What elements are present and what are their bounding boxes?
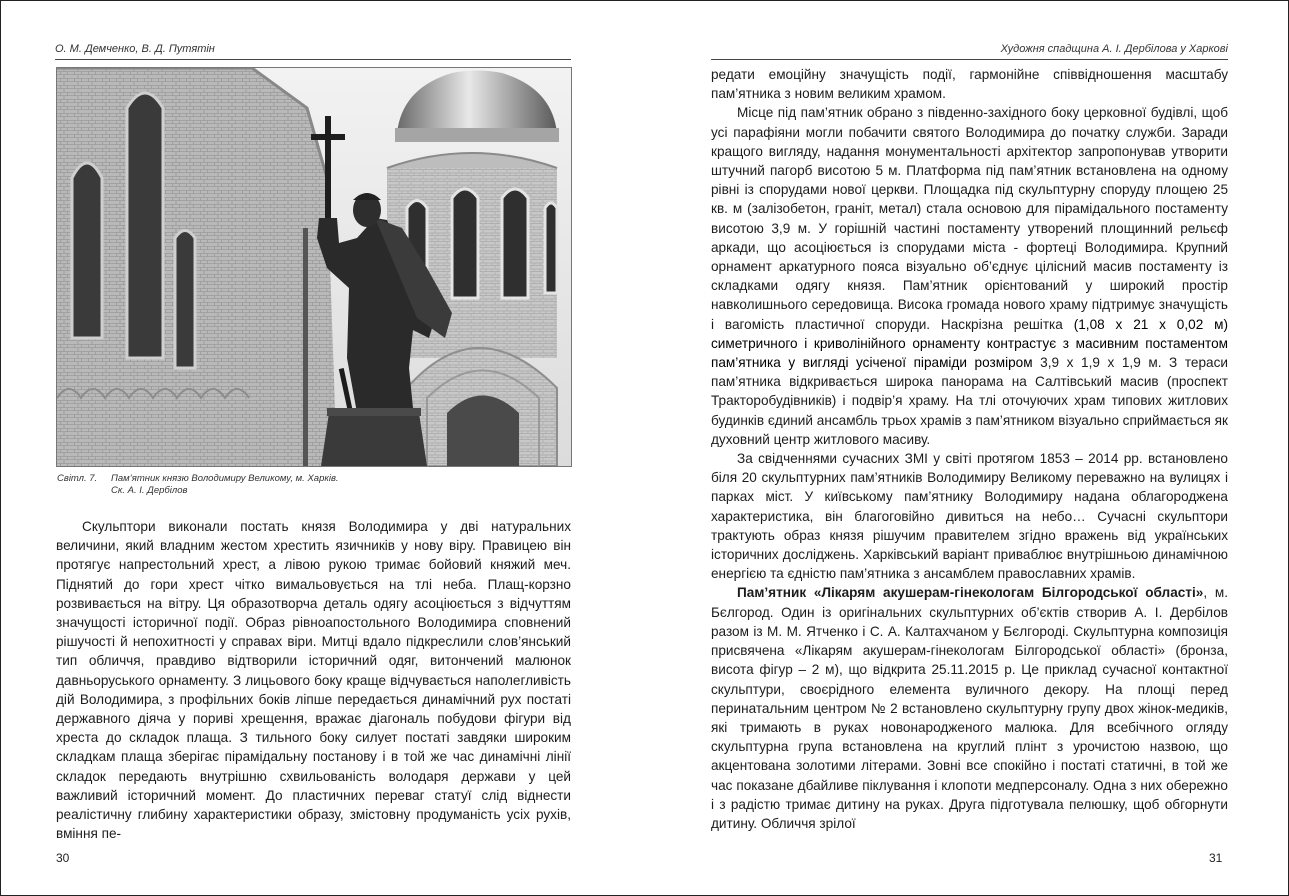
left-page-text (56, 517, 571, 843)
right-paragraph-2 (711, 103, 1228, 449)
monument-photo-drawing (57, 68, 571, 466)
monument-title: Пам’ятник «Лікарям акушерам-гінекологам Білгородської області» (737, 585, 1204, 601)
right-page-text (711, 65, 1228, 833)
page-number-left: 30 (56, 851, 70, 865)
right-paragraph-1: редати емоційну значущість події, гармонійне співвідношення масштабу пам’ятника з новим великим храмом. (711, 67, 1228, 102)
photo-caption (57, 473, 571, 496)
right-paragraph-2-part-c: 3,9 х 1,9 х 1,9 м. З тераси пам’ятника відкривається широка панорама на Салтівський масив (проспект Тракторобудівників) і подвір’я храму. На тлі оточуючих храм типових житлових будинків єдиний ансамбль трьох храмів з пам’ятником візуально сприймається як духовний центр житлового масиву. (711, 355, 1228, 447)
running-header-title: Художня спадщина А. І. Дербілова у Харкові (711, 43, 1228, 60)
page-number-right: 31 (1209, 851, 1223, 865)
right-paragraph-4 (711, 583, 1228, 833)
right-paragraph-3: За свідченнями сучасних ЗМІ у світі протягом 1853 – 2014 рр. встановлено біля 20 скульптурних пам’ятників Володимиру Великому переважно на вулицях і парках міст. У київському пам’ятнику Володимиру надана облагороджена характеристика, він благоговійно дивиться на небо… Сучасні скульптори трактують образ князя рішучим правителем згідно вражень від українських історичних досліджень. Харківський варіант приваблює внутрішньою динамічною енергією та єдністю пам’ятника з ансамблем православних храмів. (711, 451, 1228, 582)
running-header-authors: О. М. Демченко, В. Д. Путятін (55, 43, 571, 60)
monument-photo (56, 67, 572, 467)
left-paragraph-1: Скульптори виконали постать князя Володимира у дві натуральних величини, який владним жестом хрестить язичників у нову віру. Правицею він протягує напрестольний хрест, а лівою рукою тримає бойовий княжий меч. Піднятий до гори хрест чітко вимальовується на тлі неба. Плащ-корзно розвивається на вітру. Ця образотворча деталь одягу асоціюється з відчуттям значущості історичної події. Образ рівноапостольного Володимира сповнений рішучості й непохитності у справах віри. Митці вдало підкреслили слов’янський тип обличчя, правдиво відтворили історичний одяг, витончений малюнок давньоруського орнаменту. З лицьового боку краще відчувається наполегливість дій Володимира, з профільних боків ліпше передається динамічний рух постаті державного діяча у пориві хрещення, вражає діагональ побудови фігури від хреста до складок плаща. З тильного боку силует постаті завдяки широким складкам плаща зберігає пірамідальну постанову і в той же час динамічні лінії складок передають внутрішню схвильованість володаря держави у цей важливий історичний момент. До пластичних переваг статуї слід віднести реалістичну глибину характеристики образу, змістовну продуманість усіх рухів, вміння пе- (56, 519, 571, 842)
caption-line-2: Ск. А. І. Дербілов (111, 484, 188, 496)
caption-label: Світл. 7. (57, 473, 98, 484)
right-paragraph-2-part-a: Місце під пам’ятник обрано з південно-західного боку церковної будівлі, щоб усі парафіяни могли побачити святого Володимира до початку служби. Заради кращого вигляду, надання монументальності архітектор запропонував утворити штучний пагорб висотою 5 м. Платформа під пам’ятник встановлена на одному рівні із спорудами нової церкви. Площадка під скульптурну споруду площею 25 кв. м (залізобетон, граніт, метал) стала основою для пірамідального постаменту висотою 3,9 м. У горішній частині постаменту утворений площинний рельєф аркади, що асоціюється із спорудами міста - фортеці Володимира. Крупний орнамент аркатурного пояса візуально об’єднує цілісний масив постаменту із складками одягу князя. Пам’ятник орієнтований у широкий простір навколишнього середовища. Висока громада нового храму підтримує значущість і вагомість пластичної споруди. Наскрізна решітка (711, 105, 1228, 332)
caption-line-1: Пам’ятник князю Володимиру Великому, м. Харків. (111, 473, 339, 484)
right-paragraph-2-part-b: (1,08 х 21 х 0,02 м) симетричного і криволінійного орнаменту контрастує з масивним постаментом пам’ятника у вигляді усіченої піраміди розміром (711, 316, 1228, 371)
right-paragraph-4-body: , м. Бєлгород. Один із оригінальних скульптурних об’єктів створив А. І. Дербілов разом із М. М. Ятченко і С. А. Калтахчаном у Бєлгороді. Скульптурна композиція присвячена «Лікарям акушерам-гінекологам Білгородської області» (бронза, висота фігур – 2 м), що відкрита 25.11.2015 р. Це приклад сучасної контактної скульптури, своєрідного елемента вуличного декору. На площі перед перинатальним центром № 2 встановлено скульптурну групу двох жінок-медиків, які тримають в руках новонародженого малюка. Для всебічного огляду скульптурна група встановлена на круглий плінт з урочистою назвою, що акцентована золотими літерами. Зовні все спокійно і постаті статичні, в той же час показане дбайливе піклування і клопоти медперсоналу. Одна з них обережно і з радістю тримає дитину на руках. Друга підготувала пелюшку, щоб обгорнути дитину. Обличчя зрілої (711, 585, 1228, 831)
